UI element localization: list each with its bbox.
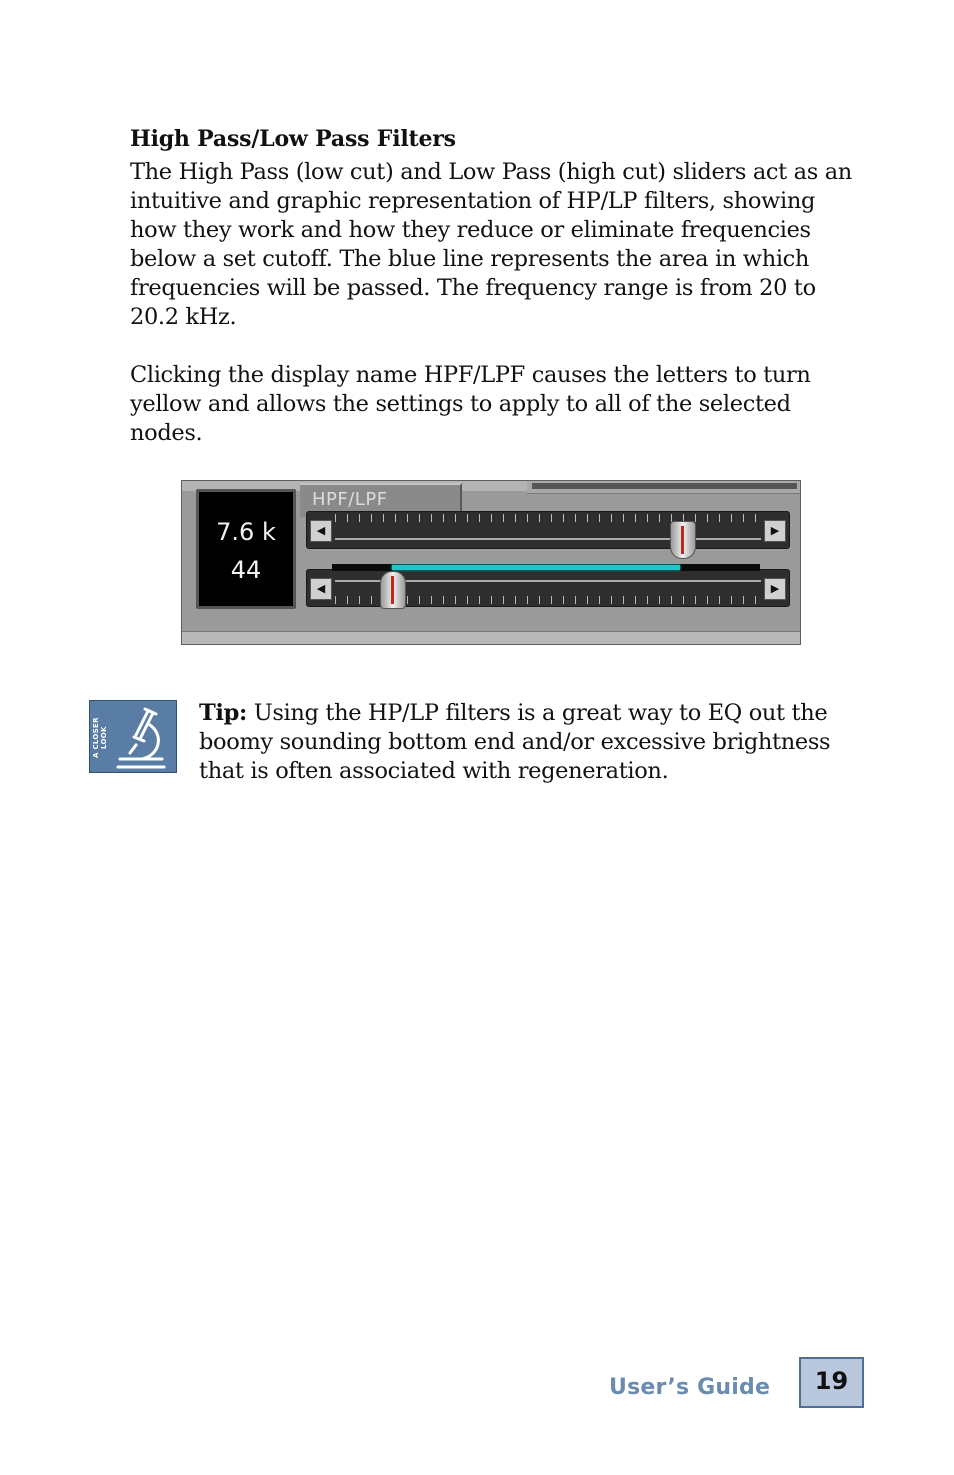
panel-bottom-strip: [182, 631, 800, 644]
hpf-lpf-panel: [181, 480, 801, 645]
lpf-value: 7.6 k: [216, 518, 276, 546]
passband-line: [392, 565, 680, 570]
usage-paragraph: Clicking the display name HPF/LPF causes the letters to turn yellow and allows the settings to apply to all of the selected nodes.: [130, 362, 811, 446]
frequency-readout: [196, 489, 296, 609]
page-number-box: [799, 1357, 864, 1408]
hpf-increment-button[interactable]: ▶: [764, 578, 786, 600]
description-paragraph: The High Pass (low cut) and Low Pass (high cut) sliders act as an intuitive and graphic representation of HP/LP filters, showing how they work and how they reduce or eliminate frequencies below a set cutoff. The blue line represents the area in which frequencies will be passed. The frequency range is from 20 to 20.2 kHz.: [130, 159, 852, 330]
lpf-slider-track[interactable]: [306, 511, 790, 549]
lpf-slider-handle[interactable]: [670, 521, 696, 559]
footer-guide-label: User’s Guide: [609, 1375, 771, 1400]
page-number: 19: [814, 1367, 849, 1395]
tip-body: Using the HP/LP filters is a great way to EQ out the boomy sounding bottom end and/or excessive brightness that is often associated with regeneration.: [199, 700, 831, 784]
lpf-tick-marks: [335, 514, 761, 522]
hpf-value: 44: [230, 556, 262, 584]
lpf-track-line: [335, 538, 761, 540]
hpf-lpf-tab-label[interactable]: HPF/LPF: [312, 489, 388, 510]
microscope-graphic: [90, 701, 178, 774]
closer-look-caption: A CLOSER LOOK: [92, 717, 108, 759]
panel-header-inset: [532, 483, 797, 489]
microscope-icon: [89, 700, 177, 773]
tip-text: [199, 699, 859, 786]
lpf-decrement-button[interactable]: ◀: [310, 520, 332, 542]
hpf-slider-handle[interactable]: [380, 571, 406, 609]
lpf-increment-button[interactable]: ▶: [764, 520, 786, 542]
hpf-decrement-button[interactable]: ◀: [310, 578, 332, 600]
tip-label: Tip:: [199, 700, 247, 726]
section-heading: High Pass/Low Pass Filters: [130, 126, 456, 152]
hpf-slider-track[interactable]: [306, 569, 790, 607]
